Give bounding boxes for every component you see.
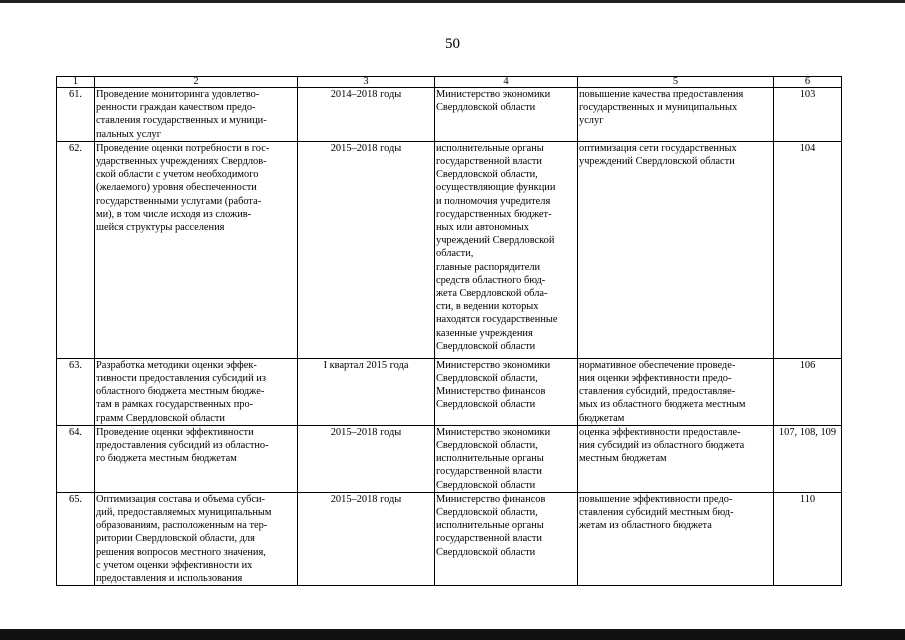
col-header-5: 5 [578,77,774,88]
activity-cell: Проведение оценки потребности в гос- ударственных учреждениях Свердлов- ской области с учетом необходимого (желаемого) уровня обеспеченности государственными услугами (работа- ми), в том числе исходя из сложив- шейся структуры расселения [95,141,298,358]
table-row [57,358,842,425]
table-row [57,492,842,585]
period-cell: 2015–2018 годы [298,492,435,585]
period-cell: I квартал 2015 года [298,358,435,425]
reference-cell: 107, 108, 109 [774,425,842,492]
period-cell: 2014–2018 годы [298,88,435,142]
page-number: 50 [445,36,460,52]
col-header-1: 1 [57,77,95,88]
executor-cell: Министерство финансов Свердловской области, исполнительные органы государственной власти Свердловской области [435,492,578,585]
row-number: 62. [57,141,95,358]
result-cell: повышение качества предоставления государственных и муниципальных услуг [578,88,774,142]
executor-cell: Министерство экономики Свердловской области, Министерство финансов Свердловской области [435,358,578,425]
activity-cell: Проведение оценки эффективности предоставления субсидий из областно- го бюджета местным бюджетам [95,425,298,492]
reference-cell: 103 [774,88,842,142]
row-number: 64. [57,425,95,492]
table-row [57,141,842,358]
executor-cell: Министерство экономики Свердловской области, исполнительные органы государственной власти Свердловской области [435,425,578,492]
row-number: 65. [57,492,95,585]
col-header-3: 3 [298,77,435,88]
table-row [57,88,842,142]
result-cell: оптимизация сети государственных учреждений Свердловской области [578,141,774,358]
executor-cell: Министерство экономики Свердловской области [435,88,578,142]
row-number: 63. [57,358,95,425]
period-cell: 2015–2018 годы [298,425,435,492]
plan-table [56,76,842,586]
table-row [57,425,842,492]
result-cell: оценка эффективности предоставле- ния субсидий из областного бюджета местным бюджетам [578,425,774,492]
col-header-2: 2 [95,77,298,88]
period-cell: 2015–2018 годы [298,141,435,358]
row-number: 61. [57,88,95,142]
reference-cell: 104 [774,141,842,358]
activity-cell: Оптимизация состава и объема субси- дий, предоставляемых муниципальным образованиям, расположенным на тер- ритории Свердловской области, для решения вопросов местного значения, с учетом оценки эффективности их предоставления и использования [95,492,298,585]
reference-cell: 110 [774,492,842,585]
col-header-4: 4 [435,77,578,88]
activity-cell: Проведение мониторинга удовлетво- ренности граждан качеством предо- ставления государственных и муници- пальных услуг [95,88,298,142]
col-header-6: 6 [774,77,842,88]
bottom-border-line [0,629,905,640]
result-cell: нормативное обеспечение проведе- ния оценки эффективности предо- ставления субсидий, предоставляе- мых из областного бюджета местным бюджетам [578,358,774,425]
header-row [57,77,842,88]
reference-cell: 106 [774,358,842,425]
top-border-line [0,0,905,3]
result-cell: повышение эффективности предо- ставления субсидий местным бюд- жетам из областного бюджета [578,492,774,585]
executor-cell: исполнительные органы государственной власти Свердловской области, осуществляющие функции и полномочия учредителя государственных бюджет- ных или автономных учреждений Свердловской области, главные распорядители средств областного бюд- жета Свердловской обла- сти, в ведении которых находятся государственные казенные учреждения Свердловской области [435,141,578,358]
activity-cell: Разработка методики оценки эффек- тивности предоставления субсидий из областного бюджета местным бюдже- там в рамках государственных про- грамм Свердловской области [95,358,298,425]
